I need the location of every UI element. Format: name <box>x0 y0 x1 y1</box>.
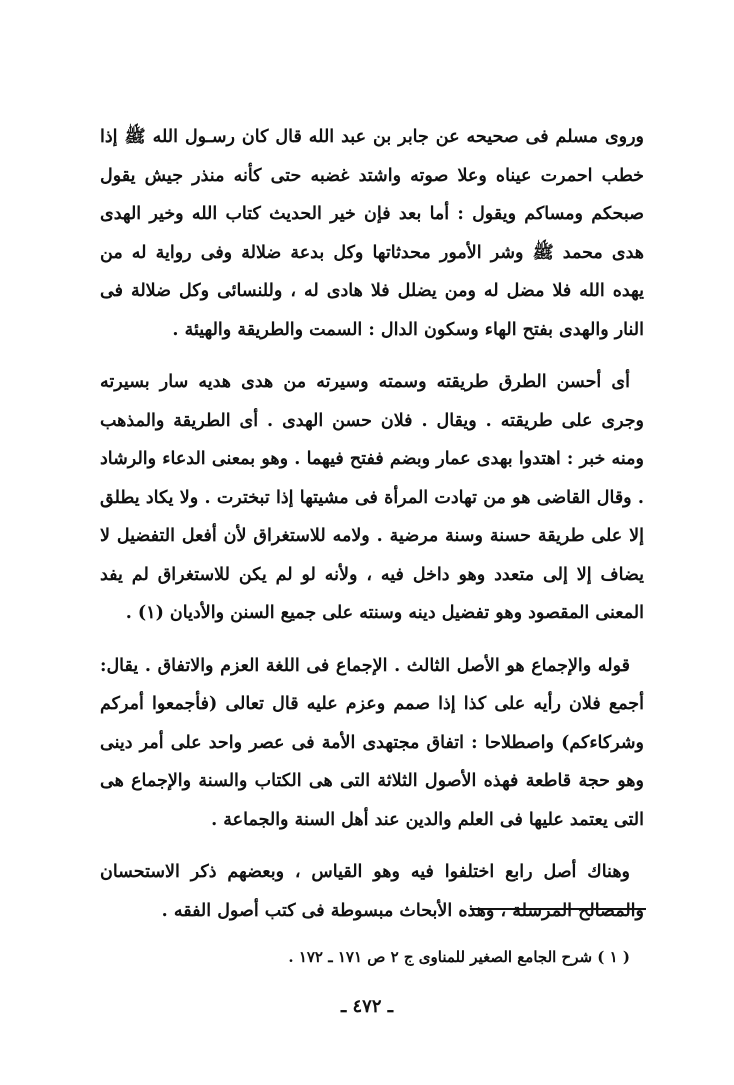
paragraph-gap <box>100 839 644 853</box>
page-number: ـ ٤٧٢ ـ <box>340 996 394 1017</box>
footnote: ( ١ ) شرح الجامع الصغير للمناوى ج ٢ ص ١٧١ ـ ١٧٢ . <box>288 948 630 966</box>
paragraph-explanation: أى أحسن الطرق طريقته وسمته وسيرته من هدى هديه سار بسيرته وجرى على طريقته . ويقال . فلان حسن الهدى . أى الطريقة والمذهب ومنه خبر : اهتدوا بهدى عمار وبضم ففتح فيهما . وهو بمعنى الدعاء والرشاد . وقال القاضى هو من تهادت المرأة فى مشيتها إذا تبخترت . ولا يكاد يطلق إلا على طريقة حسنة وسنة مرضية . ولامه للاستغراق لأن أفعل التفضيل لا يضاف إلا إلى متعدد وهو داخل فيه ، ولأنه لو لم يكن للاستغراق لم يفد المعنى المقصود وهو تفضيل دينه وسنته على جميع السنن والأديان (١) . <box>100 372 644 623</box>
paragraph-gap <box>100 633 644 647</box>
paragraph-gap <box>100 349 644 363</box>
footnote-divider <box>470 908 646 910</box>
paragraph-ijma: قوله والإجماع هو الأصل الثالث . الإجماع فى اللغة العزم والاتفاق . يقال: أجمع فلان رأيه على كذا إذا صمم وعزم عليه قال تعالى (فأجمعوا أمركم وشركاءكم) واصطلاحا : اتفاق مجتهدى الأمة فى عصر واحد على أمر دينى وهو حجة قاطعة فهذه الأصول الثلاثة التى هى الكتاب والسنة والإجماع هى التى يعتمد عليها فى العلم والدين عند أهل السنة والجماعة . <box>100 655 644 830</box>
main-text <box>100 118 644 930</box>
paragraph-qiyas: وهناك أصل رابع اختلفوا فيه وهو القياس ، وبعضهم ذكر الاستحسان والمصالح المرسلة ، وهذه الأبحاث مبسوطة فى كتب أصول الفقه . <box>100 862 644 921</box>
paragraph-hadith: وروى مسلم فى صحيحه عن جابر بن عبد الله قال كان رسـول الله ﷺ إذا خطب احمرت عيناه وعلا صوته واشتد غضبه حتى كأنه منذر جيش يقول صبحكم ومساكم ويقول : أما بعد فإن خير الحديث كتاب الله وخير الهدى هدى محمد ﷺ وشر الأمور محدثاتها وكل بدعة ضلالة وفى رواية له من يهده الله فلا مضل له ومن يضلل فلا هادى له ، وللنسائى وكل ضلالة فى النار والهدى بفتح الهاء وسكون الدال : السمت والطريقة والهيئة . <box>100 127 644 340</box>
